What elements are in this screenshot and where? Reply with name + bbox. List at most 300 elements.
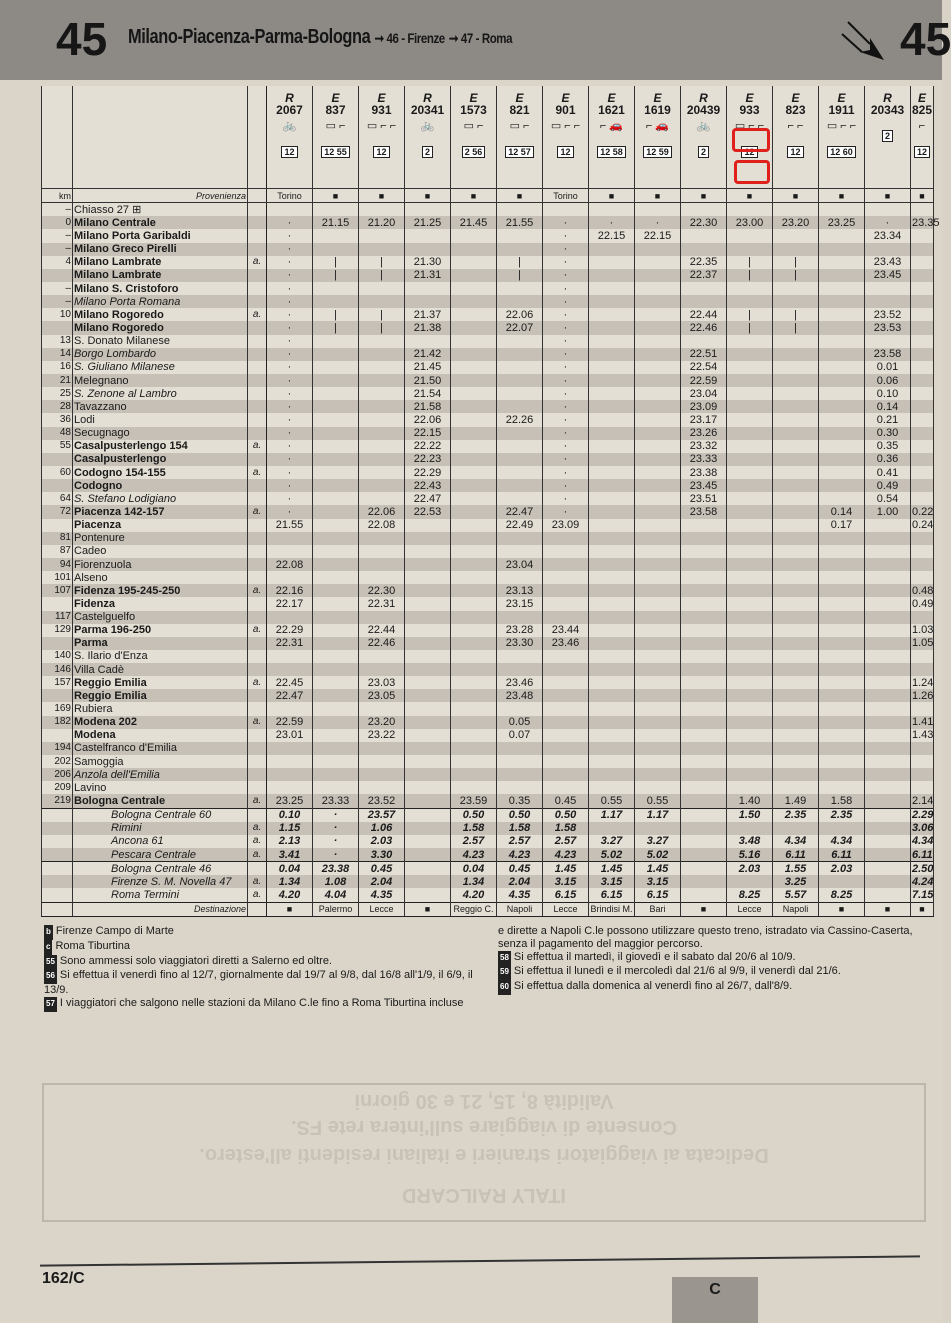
time-cell xyxy=(727,624,773,637)
section-tab: C xyxy=(672,1277,758,1323)
route-title-tail-2: 47 - Roma xyxy=(460,30,513,46)
time-cell xyxy=(635,361,681,374)
time-cell xyxy=(865,781,911,794)
connection-time: 3.06 xyxy=(912,822,934,835)
time-cell xyxy=(589,427,635,440)
km-cell: 4 xyxy=(42,256,73,269)
time-cell: · xyxy=(543,229,589,242)
connection-station: Rimini xyxy=(73,822,248,835)
footnote xyxy=(44,955,494,970)
km-cell xyxy=(42,862,73,876)
time-cell: · xyxy=(267,243,313,256)
footnote-text: e dirette a Napoli C.le possono utilizzare questo treno, istradato via Cassino-Caserta, senza il pagamento del maggior percorso. xyxy=(498,925,913,950)
time-cell xyxy=(681,282,727,295)
provenienza-row xyxy=(42,189,934,203)
time-cell xyxy=(819,203,865,217)
class-badge-text: 12 xyxy=(914,146,930,158)
time-cell xyxy=(497,545,543,558)
connection-time: 3.27 xyxy=(589,835,635,848)
time-cell xyxy=(681,519,727,532)
arrival-marker xyxy=(248,558,267,571)
time-cell xyxy=(727,505,773,518)
time-cell xyxy=(727,229,773,242)
time-cell: 21.25 xyxy=(405,216,451,229)
destinazione-label: Destinazione xyxy=(73,902,248,916)
time-cell: 0.06 xyxy=(865,374,911,387)
time-cell: 0.55 xyxy=(635,794,681,808)
provenienza-cell: ■ xyxy=(865,189,911,203)
time-cell: 22.47 xyxy=(267,689,313,702)
time-cell xyxy=(773,335,819,348)
km-cell xyxy=(42,822,73,835)
time-cell xyxy=(589,676,635,689)
time-cell xyxy=(773,768,819,781)
arrival-marker xyxy=(248,663,267,676)
provenienza-cell: ■ xyxy=(773,189,819,203)
time-cell xyxy=(635,335,681,348)
time-cell xyxy=(589,505,635,518)
time-cell: 21.50 xyxy=(405,374,451,387)
train-category: E xyxy=(791,91,800,105)
arr-blank xyxy=(248,189,267,203)
time-cell xyxy=(911,308,934,321)
class-badge xyxy=(544,146,587,158)
time-cell xyxy=(681,532,727,545)
time-cell xyxy=(865,545,911,558)
time-cell xyxy=(589,308,635,321)
train-category: R xyxy=(699,91,708,105)
time-cell: 23.30 xyxy=(497,637,543,650)
time-cell xyxy=(865,702,911,715)
connection-time: 1.15 xyxy=(267,822,313,835)
time-cell xyxy=(359,453,405,466)
time-cell xyxy=(543,768,589,781)
footnote-text: I viaggiatori che salgono nelle stazioni da Milano C.le fino a Roma Tiburtina incluse xyxy=(59,996,464,1009)
provenienza-cell: ■ xyxy=(451,189,497,203)
time-cell xyxy=(451,387,497,400)
train-number: 1619 xyxy=(644,103,671,117)
car-icon: ⌐ 🚗 xyxy=(599,120,624,132)
time-cell xyxy=(819,335,865,348)
time-cell xyxy=(865,611,911,624)
station-name: Samoggia xyxy=(73,755,248,768)
time-cell: 23.09 xyxy=(543,519,589,532)
destinazione-cell: Reggio C. xyxy=(451,902,497,916)
km-label: km xyxy=(42,189,73,203)
class-badge xyxy=(682,146,725,158)
km-cell xyxy=(42,835,73,848)
time-cell xyxy=(405,768,451,781)
time-cell xyxy=(819,256,865,269)
time-cell xyxy=(681,755,727,768)
time-cell: 0.36 xyxy=(865,453,911,466)
time-cell xyxy=(313,558,359,571)
page-number-left: 45 xyxy=(56,13,108,65)
provenienza-label: Provenienza xyxy=(73,189,248,203)
destinazione-cell: Bari xyxy=(635,902,681,916)
time-cell xyxy=(497,702,543,715)
couchette-icon: ▭ ⌐ ⌐ xyxy=(366,120,397,132)
km-cell: 10 xyxy=(42,308,73,321)
km-cell: 107 xyxy=(42,584,73,597)
footnote-tag: 60 xyxy=(498,980,511,995)
time-cell: · xyxy=(267,282,313,295)
connection-time: 6.15 xyxy=(635,888,681,902)
time-cell xyxy=(635,466,681,479)
time-cell xyxy=(819,597,865,610)
connection-time: 5.16 xyxy=(727,848,773,862)
time-cell xyxy=(313,768,359,781)
arr-blank xyxy=(248,902,267,916)
railcard-line-1: Dedicata ai viaggiatori stranieri e italiani residenti all'estero. xyxy=(199,1144,769,1166)
time-cell: · xyxy=(543,321,589,334)
time-cell xyxy=(405,243,451,256)
station-name: Milano Lambrate xyxy=(73,256,248,269)
time-cell xyxy=(727,295,773,308)
time-cell xyxy=(865,650,911,663)
time-cell xyxy=(819,427,865,440)
km-cell: 129 xyxy=(42,624,73,637)
railcard-line-2: Consente di viaggiare sull'intera rete FS. xyxy=(291,1116,677,1138)
arrival-marker xyxy=(248,781,267,794)
connection-time: 1.45 xyxy=(543,862,589,876)
station-row xyxy=(42,256,934,269)
time-cell xyxy=(543,716,589,729)
time-cell xyxy=(543,689,589,702)
class-badge-text: 12 55 xyxy=(321,146,350,158)
km-cell: 64 xyxy=(42,492,73,505)
destinazione-cell: ■ xyxy=(865,902,911,916)
time-cell xyxy=(359,374,405,387)
time-cell xyxy=(313,229,359,242)
time-cell xyxy=(727,492,773,505)
time-cell xyxy=(543,611,589,624)
time-cell xyxy=(911,768,934,781)
time-cell xyxy=(451,519,497,532)
time-cell xyxy=(589,256,635,269)
connection-time: 2.03 xyxy=(819,862,865,876)
time-cell xyxy=(819,295,865,308)
destinazione-cell: Lecce xyxy=(543,902,589,916)
time-cell xyxy=(773,545,819,558)
connection-time: · xyxy=(313,822,359,835)
station-name: S. Ilario d'Enza xyxy=(73,650,248,663)
couchette-icon: ▭ ⌐ ⌐ xyxy=(550,120,581,132)
time-cell: 22.22 xyxy=(405,440,451,453)
time-cell xyxy=(359,203,405,217)
time-cell xyxy=(773,295,819,308)
station-row xyxy=(42,229,934,242)
time-cell: 0.35 xyxy=(865,440,911,453)
km-cell: 72 xyxy=(42,505,73,518)
time-cell: · xyxy=(267,335,313,348)
train-category: E xyxy=(745,91,754,105)
connection-time: 4.35 xyxy=(497,888,543,902)
station-name: Milano Rogoredo xyxy=(73,321,248,334)
station-name: Lavino xyxy=(73,781,248,794)
train-header-row xyxy=(42,86,934,189)
class-badge-text: 2 56 xyxy=(462,146,486,158)
time-cell xyxy=(911,781,934,794)
destinazione-cell: Brindisi M. xyxy=(589,902,635,916)
time-cell xyxy=(819,689,865,702)
train-number: 20341 xyxy=(410,103,445,117)
time-cell xyxy=(313,597,359,610)
couchette-icon: ▭ ⌐ ⌐ xyxy=(734,120,765,132)
km-cell: 81 xyxy=(42,532,73,545)
time-cell xyxy=(451,492,497,505)
time-cell xyxy=(451,348,497,361)
time-cell: · xyxy=(267,216,313,229)
time-cell: · xyxy=(267,400,313,413)
train-category: E xyxy=(917,91,926,105)
time-cell xyxy=(773,716,819,729)
connection-time xyxy=(865,888,911,902)
km-cell xyxy=(42,597,73,610)
footnote-text: Si effettua il lunedì e il mercoledì dal 21/6 al 9/9, il venerdì dal 21/6. xyxy=(513,965,841,978)
time-cell xyxy=(405,584,451,597)
time-cell: 23.09 xyxy=(681,400,727,413)
time-cell xyxy=(635,295,681,308)
class-badge xyxy=(912,146,932,158)
time-cell xyxy=(727,558,773,571)
time-cell xyxy=(543,676,589,689)
time-cell xyxy=(589,702,635,715)
time-cell xyxy=(543,584,589,597)
time-cell: 23.48 xyxy=(497,689,543,702)
time-cell xyxy=(543,663,589,676)
train-column-1573 xyxy=(451,86,497,189)
time-cell xyxy=(773,203,819,217)
time-cell xyxy=(773,348,819,361)
time-cell xyxy=(819,466,865,479)
time-cell xyxy=(911,400,934,413)
time-cell xyxy=(635,545,681,558)
time-cell xyxy=(727,453,773,466)
time-cell: · xyxy=(267,387,313,400)
time-cell xyxy=(589,492,635,505)
class-badge-text: 12 xyxy=(373,146,389,158)
time-cell: 0.21 xyxy=(865,413,911,426)
km-blank xyxy=(42,902,73,916)
station-row xyxy=(42,479,934,492)
arrival-marker xyxy=(248,702,267,715)
time-cell xyxy=(635,689,681,702)
station-name: Lodi xyxy=(73,413,248,426)
time-cell xyxy=(405,689,451,702)
arrival-marker xyxy=(248,453,267,466)
time-cell xyxy=(313,243,359,256)
time-cell xyxy=(405,203,451,217)
time-cell xyxy=(405,624,451,637)
time-cell xyxy=(359,387,405,400)
arrival-marker xyxy=(248,742,267,755)
time-cell xyxy=(681,742,727,755)
connection-time xyxy=(681,875,727,888)
destinazione-cell: Palermo xyxy=(313,902,359,916)
train-number: 2067 xyxy=(276,103,303,117)
time-cell: · xyxy=(543,348,589,361)
time-cell xyxy=(911,742,934,755)
class-badge-text: 12 xyxy=(787,146,803,158)
time-cell xyxy=(635,676,681,689)
station-name: Modena xyxy=(73,729,248,742)
time-cell xyxy=(313,282,359,295)
time-cell xyxy=(359,361,405,374)
time-cell: 22.45 xyxy=(267,676,313,689)
time-cell xyxy=(911,335,934,348)
arrival-marker xyxy=(248,400,267,413)
footnote-tag: 59 xyxy=(498,965,511,980)
time-cell xyxy=(681,584,727,597)
train-number: 821 xyxy=(509,103,530,117)
couchette-icon: ⌐ xyxy=(918,120,926,132)
train-category: R xyxy=(423,91,432,105)
connection-time xyxy=(589,822,635,835)
time-cell xyxy=(543,545,589,558)
time-cell: 23.52 xyxy=(359,794,405,808)
time-cell: · xyxy=(543,216,589,229)
time-cell: | xyxy=(773,321,819,334)
time-cell xyxy=(727,335,773,348)
station-row xyxy=(42,716,934,729)
time-cell xyxy=(451,400,497,413)
km-cell: – xyxy=(42,282,73,295)
time-cell xyxy=(497,611,543,624)
time-cell xyxy=(497,453,543,466)
time-cell xyxy=(773,650,819,663)
footnote-text: Roma Tiburtina xyxy=(55,939,131,952)
connection-row xyxy=(42,888,934,902)
connection-time xyxy=(681,888,727,902)
time-cell xyxy=(589,243,635,256)
arrival-marker: a. xyxy=(248,848,267,862)
train-column-1619 xyxy=(635,86,681,189)
time-cell: | xyxy=(727,308,773,321)
station-name: S. Donato Milanese xyxy=(73,335,248,348)
time-cell xyxy=(497,492,543,505)
time-cell xyxy=(359,440,405,453)
station-name: Fidenza xyxy=(73,597,248,610)
train-number: 1911 xyxy=(828,103,855,117)
time-cell: 23.28 xyxy=(497,624,543,637)
time-cell: 21.45 xyxy=(451,216,497,229)
arrival-marker: a. xyxy=(248,716,267,729)
time-cell xyxy=(681,663,727,676)
footnote xyxy=(44,940,494,955)
time-cell xyxy=(865,519,911,532)
time-cell xyxy=(773,624,819,637)
time-cell xyxy=(911,532,934,545)
km-cell: 0 xyxy=(42,216,73,229)
time-cell: | xyxy=(727,269,773,282)
time-cell xyxy=(313,545,359,558)
time-cell xyxy=(727,755,773,768)
couchette-icon: ▭ ⌐ xyxy=(463,120,484,132)
time-cell xyxy=(267,755,313,768)
train-category: E xyxy=(469,91,478,105)
time-cell: 0.41 xyxy=(865,466,911,479)
time-cell xyxy=(773,781,819,794)
time-cell xyxy=(635,427,681,440)
connection-time: 4.23 xyxy=(451,848,497,862)
time-cell xyxy=(589,321,635,334)
time-cell: · xyxy=(543,256,589,269)
connection-station: Bologna Centrale 60 xyxy=(73,808,248,822)
time-cell xyxy=(727,663,773,676)
time-cell: 21.55 xyxy=(267,519,313,532)
km-cell xyxy=(42,689,73,702)
time-cell xyxy=(681,702,727,715)
time-cell xyxy=(773,558,819,571)
km-cell: 206 xyxy=(42,768,73,781)
connection-time xyxy=(405,835,451,848)
time-cell xyxy=(313,519,359,532)
destinazione-cell: ■ xyxy=(405,902,451,916)
time-cell xyxy=(911,282,934,295)
time-cell: 22.47 xyxy=(405,492,451,505)
time-cell: 2.14 xyxy=(912,795,934,808)
station-name: Chiasso 27 ⊞ xyxy=(73,203,248,217)
time-cell: 22.51 xyxy=(681,348,727,361)
time-cell xyxy=(313,466,359,479)
time-cell xyxy=(313,400,359,413)
time-cell xyxy=(911,702,934,715)
time-cell xyxy=(911,374,934,387)
time-cell: 0.49 xyxy=(912,597,934,610)
time-cell xyxy=(635,282,681,295)
station-row xyxy=(42,361,934,374)
footnote-tag: b xyxy=(44,925,53,940)
time-cell: · xyxy=(267,308,313,321)
connection-time: 2.03 xyxy=(359,835,405,848)
time-cell: 23.51 xyxy=(681,492,727,505)
time-cell xyxy=(451,466,497,479)
time-cell xyxy=(773,505,819,518)
connection-time: 0.10 xyxy=(267,808,313,822)
train-number: 931 xyxy=(371,103,392,117)
time-cell xyxy=(773,702,819,715)
time-cell xyxy=(451,716,497,729)
time-cell xyxy=(819,269,865,282)
time-cell xyxy=(635,519,681,532)
time-cell xyxy=(911,440,934,453)
time-cell xyxy=(451,611,497,624)
class-badge xyxy=(314,146,357,158)
time-cell: 23.05 xyxy=(359,689,405,702)
time-cell: | xyxy=(313,269,359,282)
km-cell xyxy=(42,479,73,492)
provenienza-cell: ■ xyxy=(313,189,359,203)
time-cell xyxy=(405,282,451,295)
arrival-marker: a. xyxy=(248,875,267,888)
connection-time xyxy=(727,875,773,888)
time-cell xyxy=(819,768,865,781)
time-cell xyxy=(681,335,727,348)
time-cell xyxy=(451,453,497,466)
time-cell xyxy=(313,374,359,387)
time-cell xyxy=(727,637,773,650)
class-badge xyxy=(866,130,909,142)
station-name: Secugnago xyxy=(73,427,248,440)
time-cell: 22.23 xyxy=(405,453,451,466)
arrival-marker xyxy=(248,532,267,545)
time-cell xyxy=(819,532,865,545)
footnote-text: Si effettua il martedì, il giovedì e il sabato dal 20/6 al 10/9. xyxy=(513,950,796,963)
station-name: Parma 196-250 xyxy=(73,624,248,637)
time-cell xyxy=(267,663,313,676)
arrival-marker xyxy=(248,729,267,742)
